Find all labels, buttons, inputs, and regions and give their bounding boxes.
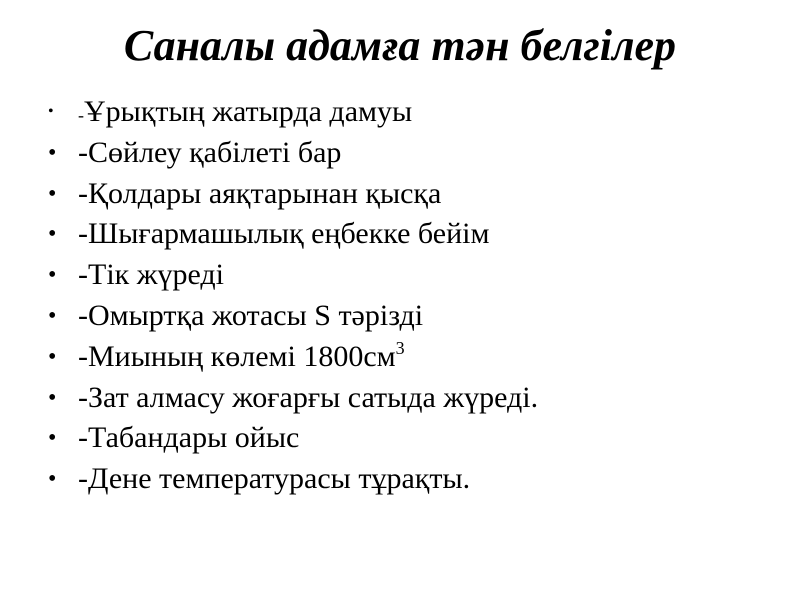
list-item-label: Зат алмасу жоғарғы сатыда жүреді. xyxy=(88,380,539,414)
list-item xyxy=(48,174,788,215)
list-item-label: Шығармашылық еңбекке бейім xyxy=(88,217,490,251)
list-item-prefix: - xyxy=(78,258,88,292)
list-item-prefix: - xyxy=(78,462,88,496)
list-item-prefix: - xyxy=(78,135,88,169)
list-item-text xyxy=(78,296,423,337)
list-item xyxy=(48,214,788,255)
list-item-text xyxy=(78,459,470,500)
list-item-label: Дене температурасы тұрақты. xyxy=(88,462,471,496)
list-item xyxy=(48,337,788,378)
list-item-prefix: - xyxy=(78,217,88,251)
list-item-text xyxy=(78,133,341,174)
list-item-prefix: - xyxy=(78,421,88,455)
list-item xyxy=(48,459,788,500)
bullet-icon: • xyxy=(48,384,57,411)
bullet-icon: • xyxy=(48,262,57,289)
list-item xyxy=(48,92,788,133)
bullet-icon: • xyxy=(48,221,57,248)
bullet-icon: • xyxy=(48,180,57,207)
superscript-value: 3 xyxy=(395,337,405,358)
list-item-label: Тік жүреді xyxy=(88,258,224,292)
list-item-text xyxy=(78,337,405,378)
list-item-prefix: - xyxy=(78,380,88,414)
list-item-label: Табандары ойыс xyxy=(88,421,300,455)
list-item-text xyxy=(78,174,441,215)
list-item-prefix: - xyxy=(78,339,88,373)
list-item-label: Қолдары аяқтарынан қысқа xyxy=(88,176,442,210)
bullet-icon: • xyxy=(48,466,57,493)
list-item-text xyxy=(78,214,489,255)
list-item-text xyxy=(78,378,538,419)
list-item-label: Ұрықтың жатырда дамуы xyxy=(84,95,413,128)
bullet-icon: • xyxy=(48,343,57,370)
list-item xyxy=(48,133,788,174)
bullet-icon: • xyxy=(48,425,57,452)
list-item-prefix: - xyxy=(78,105,84,125)
list-item-prefix: - xyxy=(78,298,88,332)
bullet-icon: • xyxy=(48,103,54,120)
list-item xyxy=(48,378,788,419)
bullet-list xyxy=(48,92,788,500)
list-item xyxy=(48,296,788,337)
list-item-prefix: - xyxy=(78,176,88,210)
list-item-text xyxy=(78,255,224,296)
bullet-icon: • xyxy=(48,139,57,166)
list-item-label: Миының көлемі 1800см xyxy=(88,339,396,373)
bullet-icon: • xyxy=(48,302,57,329)
list-item-text xyxy=(78,92,412,136)
list-item-text xyxy=(78,418,299,459)
slide-title: Саналы адамға тән белгілер xyxy=(123,21,677,70)
list-item-label: Омыртқа жотасы S тәрізді xyxy=(88,298,424,332)
list-item xyxy=(48,418,788,459)
list-item-label: Сөйлеу қабілеті бар xyxy=(88,135,342,169)
list-item xyxy=(48,255,788,296)
